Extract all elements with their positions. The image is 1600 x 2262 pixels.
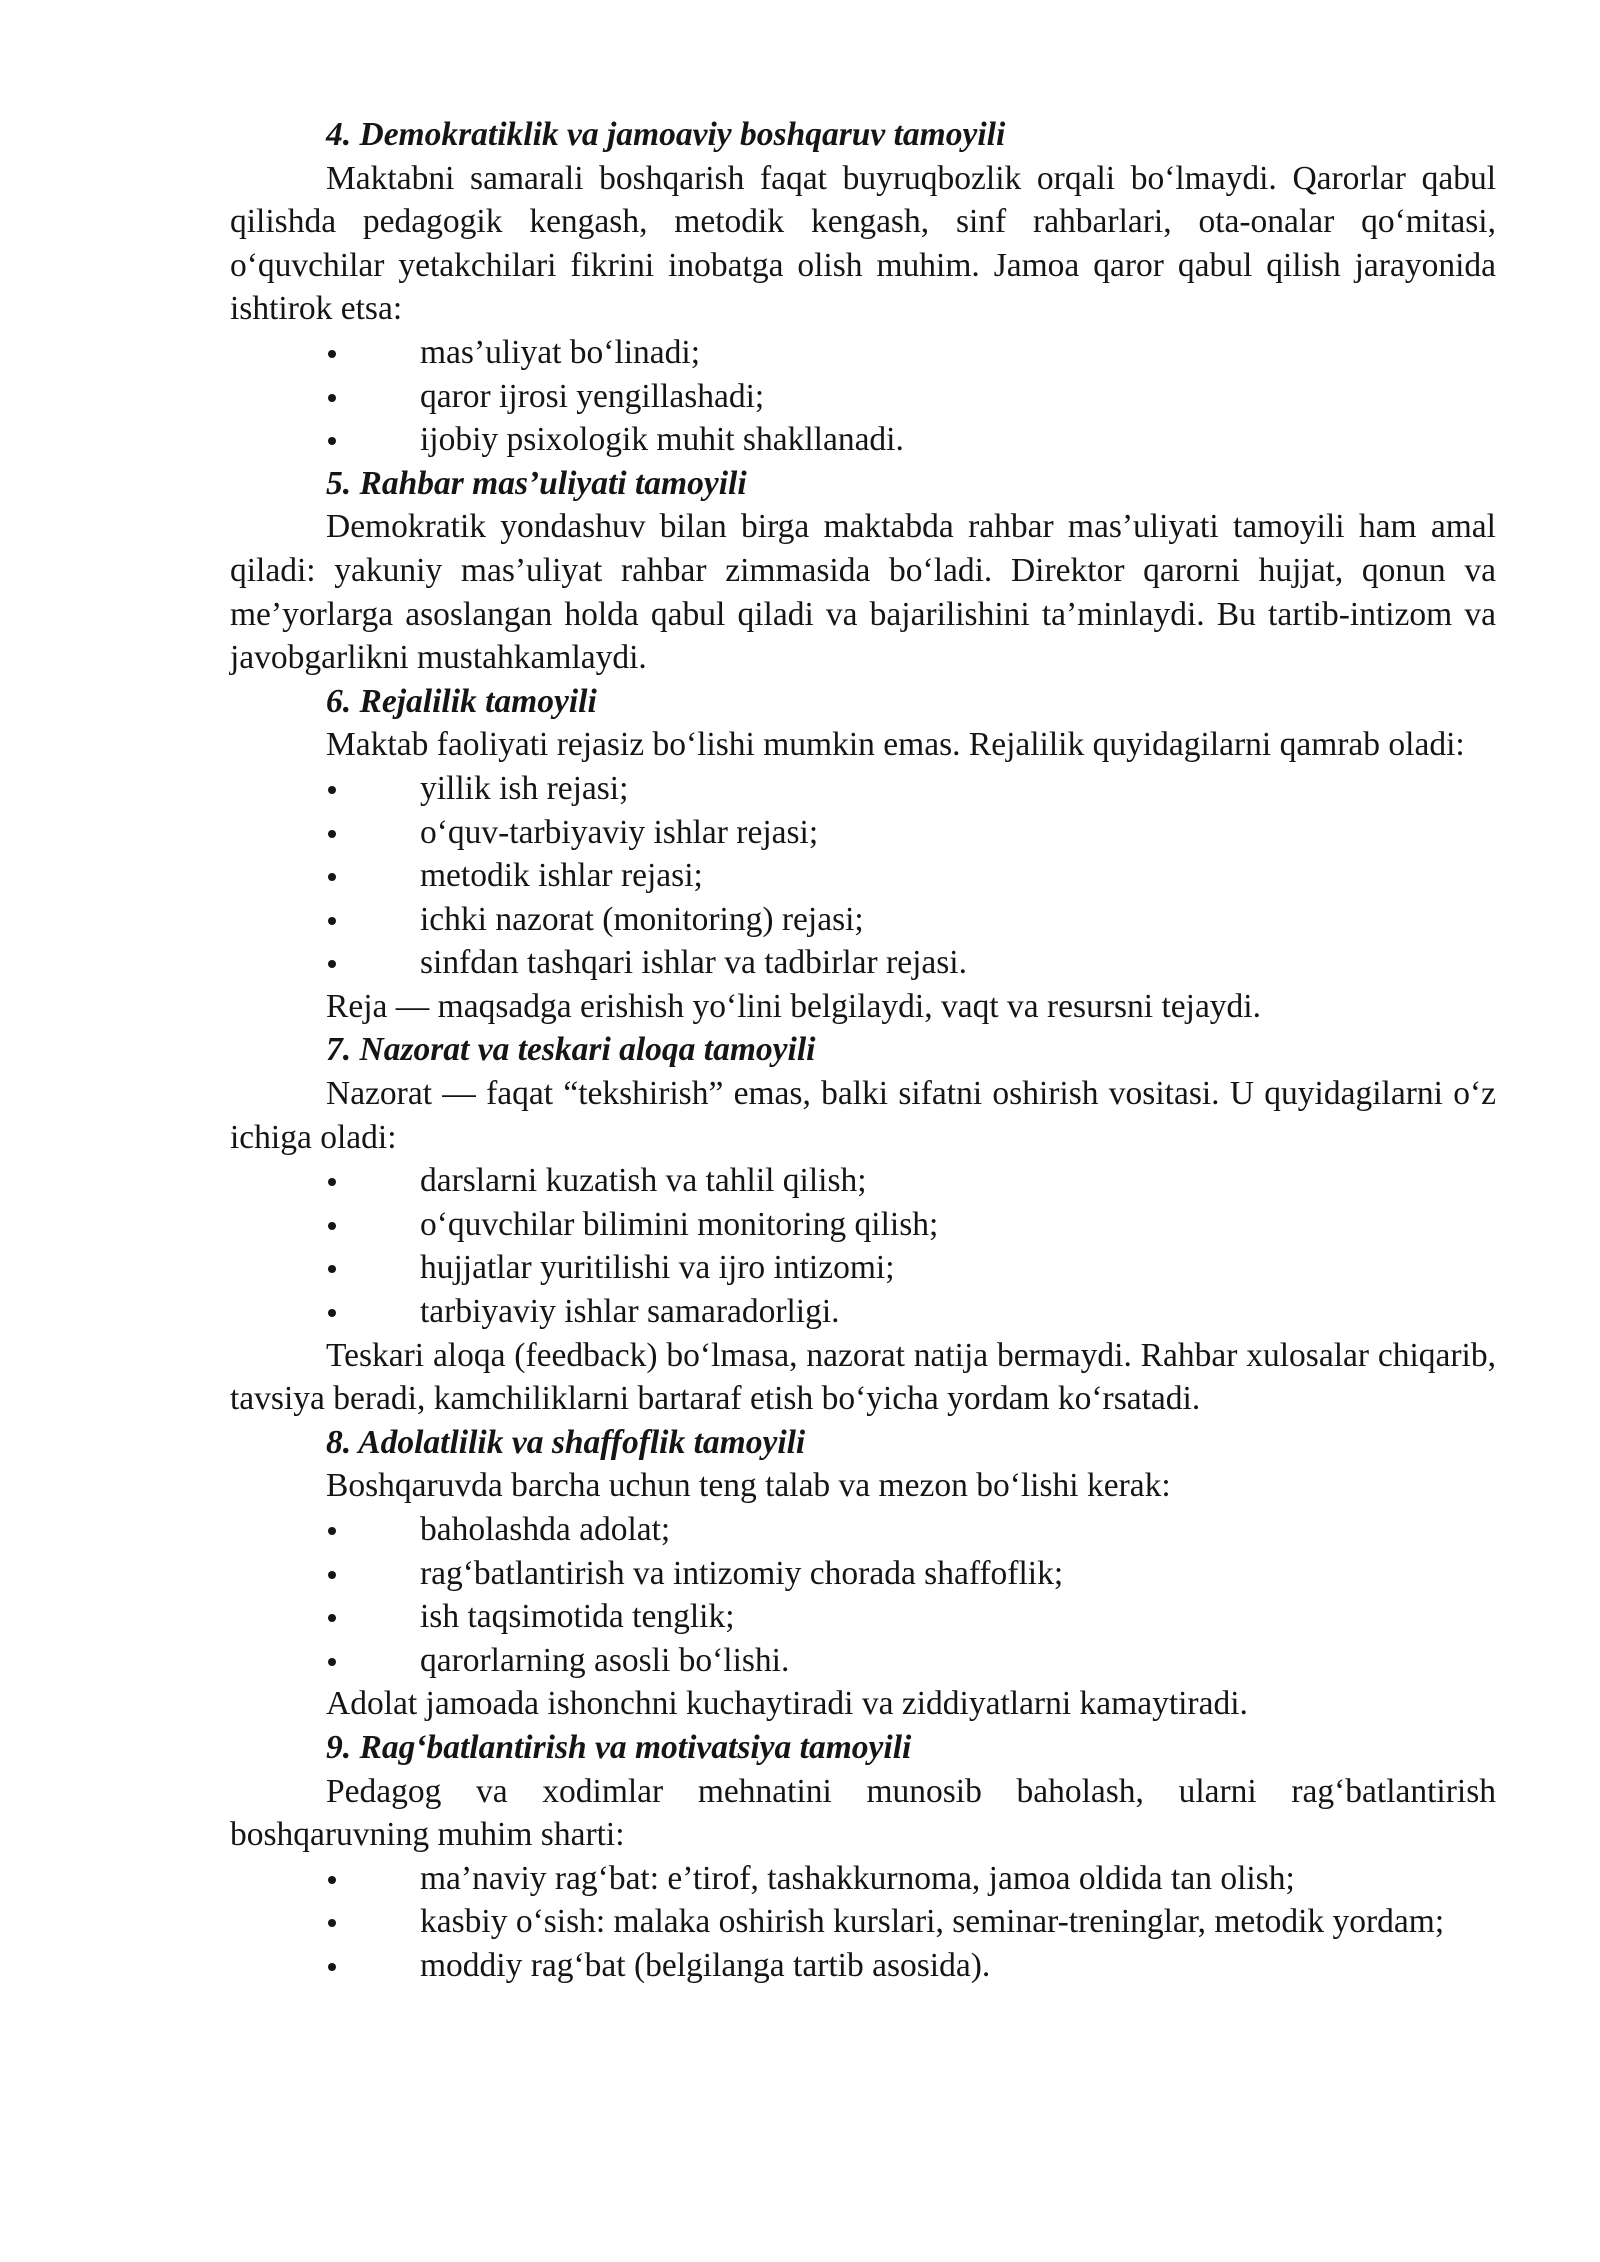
bullet-icon <box>328 350 336 358</box>
list-item <box>230 1203 1496 1247</box>
bullet-icon <box>328 1178 336 1186</box>
list-item <box>230 1159 1496 1203</box>
bullet-icon <box>328 830 336 838</box>
bullet-icon <box>328 786 336 794</box>
paragraph: Demokratik yondashuv bilan birga maktabda rahbar mas’uliyati tamoyili ham amal qiladi: yakuniy mas’uliyat rahbar zimmasida bo‘ladi. Direktor qarorni hujjat, qonun va me’yorlarga asoslangan holda qabul qiladi va bajarilishini ta’minlaydi. Bu tartib-intizom va javobgarlikni mustahkamlaydi. <box>230 508 1496 677</box>
paragraph: Reja — maqsadga erishish yo‘lini belgilaydi, vaqt va resursni tejaydi. <box>326 987 1261 1025</box>
list-item-text: o‘quv-tarbiyaviy ishlar rejasi; <box>420 813 819 851</box>
list-item <box>230 854 1496 898</box>
bullet-list <box>230 1159 1496 1333</box>
list-item <box>230 941 1496 985</box>
section-6 <box>230 680 1496 1029</box>
paragraph: Boshqaruvda barcha uchun teng talab va mezon bo‘lishi kerak: <box>326 1467 1171 1505</box>
bullet-list <box>230 1857 1496 1988</box>
bullet-icon <box>328 1963 336 1971</box>
list-item-text: rag‘batlantirish va intizomiy chorada shaffoflik; <box>420 1554 1064 1592</box>
bullet-icon <box>328 1919 336 1927</box>
section-8 <box>230 1421 1496 1726</box>
list-item-text: tarbiyaviy ishlar samaradorligi. <box>420 1293 840 1331</box>
list-item-text: mas’uliyat bo‘linadi; <box>420 333 701 371</box>
list-item <box>230 811 1496 855</box>
bullet-list <box>230 1508 1496 1682</box>
list-item <box>230 331 1496 375</box>
paragraph: Teskari aloqa (feedback) bo‘lmasa, nazorat natija bermaydi. Rahbar xulosalar chiqarib, tavsiya beradi, kamchiliklarni bartaraf etish bo‘yicha yordam ko‘rsatadi. <box>230 1336 1496 1418</box>
list-item-text: sinfdan tashqari ishlar va tadbirlar rejasi. <box>420 944 967 982</box>
list-item-text: ish taqsimotida tenglik; <box>420 1598 735 1636</box>
list-item-text: moddiy rag‘bat (belgilanga tartib asosida). <box>420 1946 991 1984</box>
list-item-text: ijobiy psixologik muhit shakllanadi. <box>420 421 904 459</box>
paragraph: Pedagog va xodimlar mehnatini munosib baholash, ularni rag‘batlantirish boshqaruvning muhim sharti: <box>230 1772 1496 1854</box>
list-item <box>230 1552 1496 1596</box>
bullet-icon <box>328 873 336 881</box>
bullet-icon <box>328 1265 336 1273</box>
bullet-list <box>230 767 1496 985</box>
section-heading: 6. Rejalilik tamoyili <box>326 682 597 720</box>
list-item <box>230 418 1496 462</box>
list-item <box>230 767 1496 811</box>
list-item <box>230 1595 1496 1639</box>
list-item <box>230 1639 1496 1683</box>
paragraph: Maktab faoliyati rejasiz bo‘lishi mumkin emas. Rejalilik quyidagilarni qamrab oladi: <box>326 726 1465 764</box>
list-item-text: qarorlarning asosli bo‘lishi. <box>420 1641 790 1679</box>
section-heading: 8. Adolatlilik va shaffoflik tamoyili <box>326 1423 806 1461</box>
list-item-text: darslarni kuzatish va tahlil qilish; <box>420 1162 867 1200</box>
list-item-text: o‘quvchilar bilimini monitoring qilish; <box>420 1205 939 1243</box>
bullet-icon <box>328 394 336 402</box>
section-7 <box>230 1028 1496 1420</box>
section-4 <box>230 113 1496 462</box>
bullet-icon <box>328 960 336 968</box>
list-item <box>230 1857 1496 1901</box>
list-item <box>230 1508 1496 1552</box>
paragraph: Adolat jamoada ishonchni kuchaytiradi va ziddiyatlarni kamaytiradi. <box>326 1685 1248 1723</box>
bullet-icon <box>328 1222 336 1230</box>
list-item-text: yillik ish rejasi; <box>420 769 629 807</box>
list-item-text: hujjatlar yuritilishi va ijro intizomi; <box>420 1249 895 1287</box>
list-item <box>230 1944 1496 1988</box>
list-item-text: baholashda adolat; <box>420 1511 671 1548</box>
list-item <box>230 1246 1496 1290</box>
list-item-text: ma’naviy rag‘bat: e’tirof, tashakkurnoma, jamoa oldida tan olish; <box>420 1859 1295 1897</box>
section-heading: 5. Rahbar mas’uliyati tamoyili <box>326 464 747 502</box>
bullet-icon <box>328 1309 336 1317</box>
bullet-icon <box>328 1571 336 1579</box>
bullet-icon <box>328 437 336 445</box>
bullet-icon <box>328 1527 336 1535</box>
paragraph: Maktabni samarali boshqarish faqat buyruqbozlik orqali bo‘lmaydi. Qarorlar qabul qilishda pedagogik kengash, metodik kengash, sinf rahbarlari, ota-onalar qo‘mitasi, o‘quvchilar yetakchilari fikrini inobatga olish muhim. Jamoa qaror qabul qilish jarayonida ishtirok etsa: <box>230 159 1496 328</box>
list-item <box>230 1900 1496 1944</box>
list-item-text: kasbiy o‘sish: malaka oshirish kurslari, seminar-treninglar, metodik yordam; <box>420 1903 1445 1941</box>
section-heading: 7. Nazorat va teskari aloqa tamoyili <box>326 1031 816 1069</box>
list-item <box>230 898 1496 942</box>
paragraph: Nazorat — faqat “tekshirish” emas, balki sifatni oshirish vositasi. U quyidagilarni o‘z ichiga oladi: <box>230 1075 1496 1156</box>
list-item-text: ichki nazorat (monitoring) rejasi; <box>420 900 864 938</box>
bullet-icon <box>328 1658 336 1666</box>
list-item <box>230 375 1496 419</box>
list-item-text: metodik ishlar rejasi; <box>420 857 703 895</box>
document-page <box>230 113 1496 1988</box>
list-item <box>230 1290 1496 1334</box>
section-5 <box>230 462 1496 680</box>
section-9 <box>230 1726 1496 1988</box>
section-heading: 4. Demokratiklik va jamoaviy boshqaruv tamoyili <box>326 116 1006 153</box>
bullet-icon <box>328 917 336 925</box>
list-item-text: qaror ijrosi yengillashadi; <box>420 377 765 415</box>
bullet-list <box>230 331 1496 462</box>
bullet-icon <box>328 1614 336 1622</box>
section-heading: 9. Rag‘batlantirish va motivatsiya tamoyili <box>326 1728 912 1766</box>
bullet-icon <box>328 1876 336 1884</box>
